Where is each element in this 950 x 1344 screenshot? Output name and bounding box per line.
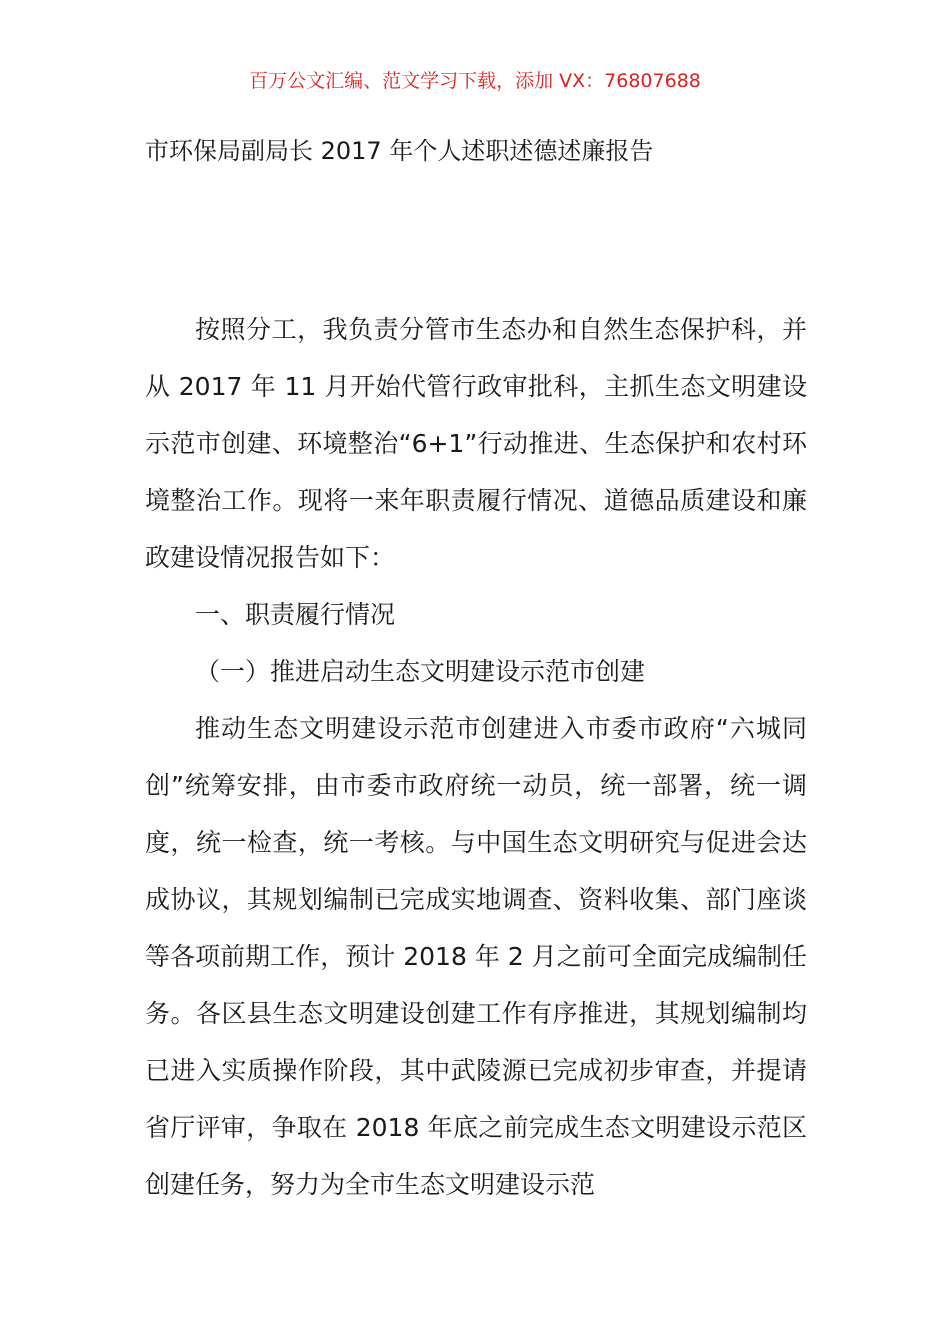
document-title: 市环保局副局长 2017 年个人述职述德述廉报告 [145, 137, 654, 165]
subsection-heading: （一）推进启动生态文明建设示范市创建 [195, 657, 646, 686]
section-heading: 一、职责履行情况 [195, 600, 396, 629]
document-body [145, 301, 807, 1213]
download-notice: 百万公文汇编、范文学习下载，添加 VX：76807688 [249, 70, 701, 92]
paragraph-intro: 按照分工，我负责分管市生态办和自然生态保护科，并从 2017 年 11 月开始代管行政审批科，主抓生态文明建设示范市创建、环境整治“6+1”行动推进、生态保护和农村环境整治工作。现将一来年职责履行情况、道德品质建设和廉政建设情况报告如下： [145, 315, 807, 572]
paragraph-body: 推动生态文明建设示范市创建进入市委市政府“六城同创”统筹安排，由市委市政府统一动员，统一部署，统一调度，统一检查，统一考核。与中国生态文明研究与促进会达成协议，其规划编制已完成实地调查、资料收集、部门座谈等各项前期工作，预计 2018 年 2 月之前可全面完成编制任务。各区县生态文明建设创建工作有序推进，其规划编制均已进入实质操作阶段，其中武陵源已完成初步审查，并提请省厅评审，争取在 2018 年底之前完成生态文明建设示范区创建任务，努力为全市生态文明建设示范 [145, 714, 807, 1199]
